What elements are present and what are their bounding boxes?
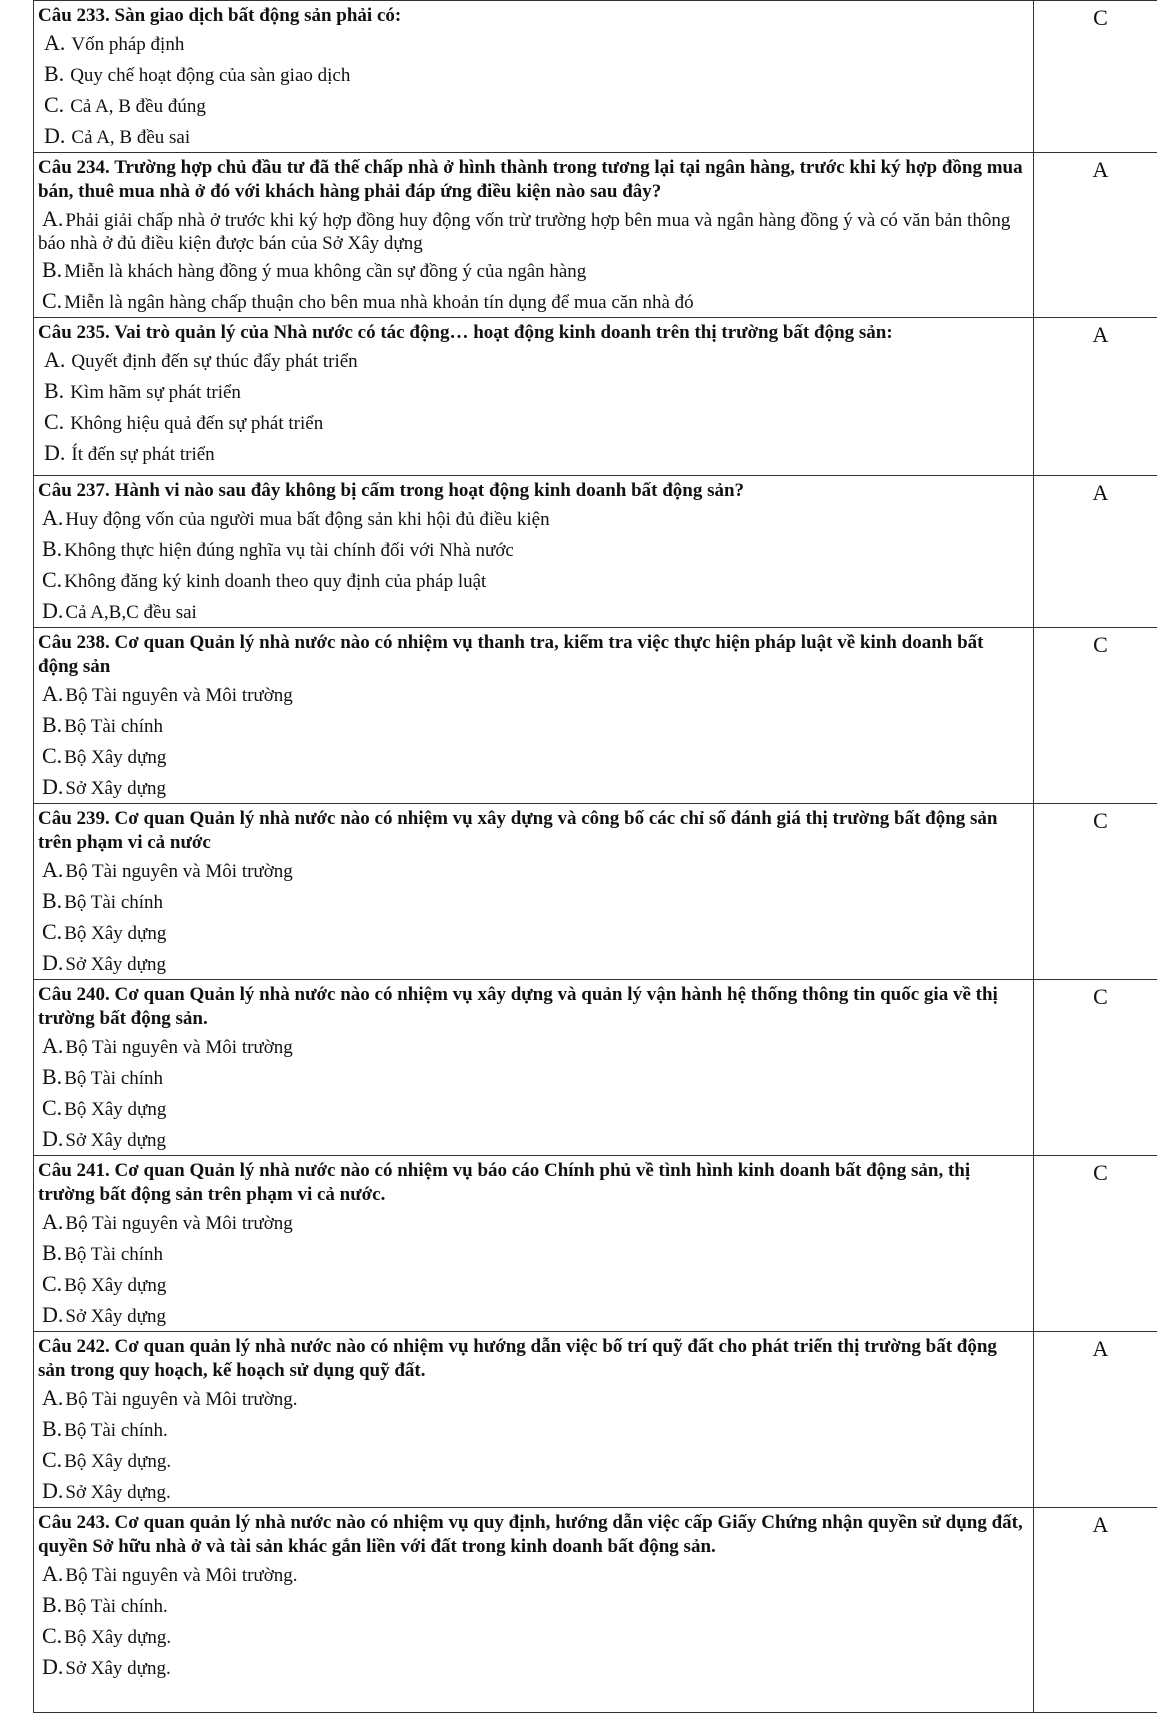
- option-c: C. Miễn là ngân hàng chấp thuận cho bên mua nhà khoản tín dụng để mua căn nhà đó: [38, 286, 1025, 317]
- option-c: C. Bộ Xây dựng: [38, 917, 1025, 948]
- question-cell: [34, 1508, 1034, 1713]
- question-cell: [34, 804, 1034, 980]
- option-b: B. Kìm hãm sự phát triển: [38, 376, 1025, 407]
- option-a: A. Bộ Tài nguyên và Môi trường.: [38, 1559, 1025, 1590]
- answer-cell: A: [1034, 153, 1157, 318]
- option-d: D. Cả A,B,C đều sai: [38, 596, 1025, 627]
- option-c: C. Không hiệu quả đến sự phát triển: [38, 407, 1025, 438]
- question-stem: Câu 240. Cơ quan Quản lý nhà nước nào có nhiệm vụ xây dựng và quản lý vận hành hệ thống thông tin quốc gia về thị trường bất động sản.: [38, 983, 1025, 1031]
- option-d: D. Sở Xây dựng: [38, 1300, 1025, 1331]
- question-row: [34, 1508, 1157, 1713]
- question-cell: [34, 1, 1034, 153]
- option-d: D. Sở Xây dựng: [38, 1124, 1025, 1155]
- option-c: C. Bộ Xây dựng.: [38, 1621, 1025, 1652]
- option-d: D. Sở Xây dựng: [38, 948, 1025, 979]
- question-cell: [34, 980, 1034, 1156]
- question-cell: [34, 318, 1034, 476]
- question-row: [34, 476, 1157, 628]
- option-a: A. Quyết định đến sự thúc đẩy phát triển: [38, 345, 1025, 376]
- question-cell: [34, 476, 1034, 628]
- question-row: [34, 318, 1157, 476]
- answer-cell: C: [1034, 1, 1157, 153]
- answer-cell: A: [1034, 1508, 1157, 1713]
- answer-cell: C: [1034, 804, 1157, 980]
- option-b: B. Bộ Tài chính: [38, 886, 1025, 917]
- answer-cell: C: [1034, 980, 1157, 1156]
- option-a: A. Phải giải chấp nhà ở trước khi ký hợp đồng huy động vốn trừ trường hợp bên mua và ngân hàng đồng ý và có văn bản thông báo nhà ở đủ điều kiện được bán của Sở Xây dựng: [38, 207, 1025, 255]
- answer-cell: A: [1034, 476, 1157, 628]
- question-cell: [34, 1332, 1034, 1508]
- question-row: [34, 153, 1157, 318]
- option-d: D. Sở Xây dựng.: [38, 1652, 1025, 1683]
- option-c: C. Bộ Xây dựng.: [38, 1445, 1025, 1476]
- question-table: [33, 0, 1157, 1713]
- option-c: C. Bộ Xây dựng: [38, 1269, 1025, 1300]
- option-a: A. Bộ Tài nguyên và Môi trường: [38, 1207, 1025, 1238]
- option-a: A. Vốn pháp định: [38, 28, 1025, 59]
- question-stem: Câu 241. Cơ quan Quản lý nhà nước nào có nhiệm vụ báo cáo Chính phủ về tình hình kinh doanh bất động sản, thị trường bất động sản trên phạm vi cả nước.: [38, 1159, 1025, 1207]
- option-b: B. Không thực hiện đúng nghĩa vụ tài chính đối với Nhà nước: [38, 534, 1025, 565]
- answer-cell: C: [1034, 628, 1157, 804]
- option-a: A. Bộ Tài nguyên và Môi trường.: [38, 1383, 1025, 1414]
- option-c: C. Bộ Xây dựng: [38, 741, 1025, 772]
- question-stem: Câu 234. Trường hợp chủ đầu tư đã thế chấp nhà ở hình thành trong tương lại tại ngân hàng, trước khi ký hợp đồng mua bán, thuê mua nhà ở đó với khách hàng phải đáp ứng điều kiện nào sau đây?: [38, 156, 1025, 204]
- question-cell: [34, 153, 1034, 318]
- option-d: D. Sở Xây dựng: [38, 772, 1025, 803]
- option-d: D. Ít đến sự phát triển: [38, 438, 1025, 469]
- option-a: A. Huy động vốn của người mua bất động sản khi hội đủ điều kiện: [38, 503, 1025, 534]
- option-c: C. Bộ Xây dựng: [38, 1093, 1025, 1124]
- option-d: D. Cả A, B đều sai: [38, 121, 1025, 152]
- option-a: A. Bộ Tài nguyên và Môi trường: [38, 1031, 1025, 1062]
- option-d: D. Sở Xây dựng.: [38, 1476, 1025, 1507]
- question-row: [34, 628, 1157, 804]
- question-cell: [34, 1156, 1034, 1332]
- question-cell: [34, 628, 1034, 804]
- answer-cell: A: [1034, 318, 1157, 476]
- option-b: B. Bộ Tài chính: [38, 1238, 1025, 1269]
- answer-cell: C: [1034, 1156, 1157, 1332]
- question-stem: Câu 238. Cơ quan Quản lý nhà nước nào có nhiệm vụ thanh tra, kiểm tra việc thực hiện pháp luật về kinh doanh bất động sản: [38, 631, 1025, 679]
- question-stem: Câu 239. Cơ quan Quản lý nhà nước nào có nhiệm vụ xây dựng và công bố các chỉ số đánh giá thị trường bất động sản trên phạm vi cả nước: [38, 807, 1025, 855]
- option-b: B. Bộ Tài chính: [38, 1062, 1025, 1093]
- option-a: A. Bộ Tài nguyên và Môi trường: [38, 679, 1025, 710]
- option-b: B. Quy chế hoạt động của sàn giao dịch: [38, 59, 1025, 90]
- option-b: B. Miễn là khách hàng đồng ý mua không cần sự đồng ý của ngân hàng: [38, 255, 1025, 286]
- question-stem: Câu 237. Hành vi nào sau đây không bị cấm trong hoạt động kinh doanh bất động sản?: [38, 479, 1025, 503]
- question-stem: Câu 235. Vai trò quản lý của Nhà nước có tác động… hoạt động kinh doanh trên thị trường bất động sản:: [38, 321, 1025, 345]
- question-row: [34, 1156, 1157, 1332]
- question-stem: Câu 243. Cơ quan quản lý nhà nước nào có nhiệm vụ quy định, hướng dẫn việc cấp Giấy Chứng nhận quyền sử dụng đất, quyền Sở hữu nhà ở và tài sản khác gắn liền với đất trong kinh doanh bất động sản.: [38, 1511, 1025, 1559]
- question-row: [34, 1, 1157, 153]
- question-row: [34, 980, 1157, 1156]
- question-stem: Câu 242. Cơ quan quản lý nhà nước nào có nhiệm vụ hướng dẫn việc bố trí quỹ đất cho phát triển thị trường bất động sản trong quy hoạch, kế hoạch sử dụng quỹ đất.: [38, 1335, 1025, 1383]
- option-a: A. Bộ Tài nguyên và Môi trường: [38, 855, 1025, 886]
- option-b: B. Bộ Tài chính.: [38, 1590, 1025, 1621]
- question-row: [34, 804, 1157, 980]
- option-c: C. Cả A, B đều đúng: [38, 90, 1025, 121]
- question-row: [34, 1332, 1157, 1508]
- option-b: B. Bộ Tài chính: [38, 710, 1025, 741]
- question-stem: Câu 233. Sàn giao dịch bất động sản phải có:: [38, 4, 1025, 28]
- option-b: B. Bộ Tài chính.: [38, 1414, 1025, 1445]
- option-c: C. Không đăng ký kinh doanh theo quy định của pháp luật: [38, 565, 1025, 596]
- answer-cell: A: [1034, 1332, 1157, 1508]
